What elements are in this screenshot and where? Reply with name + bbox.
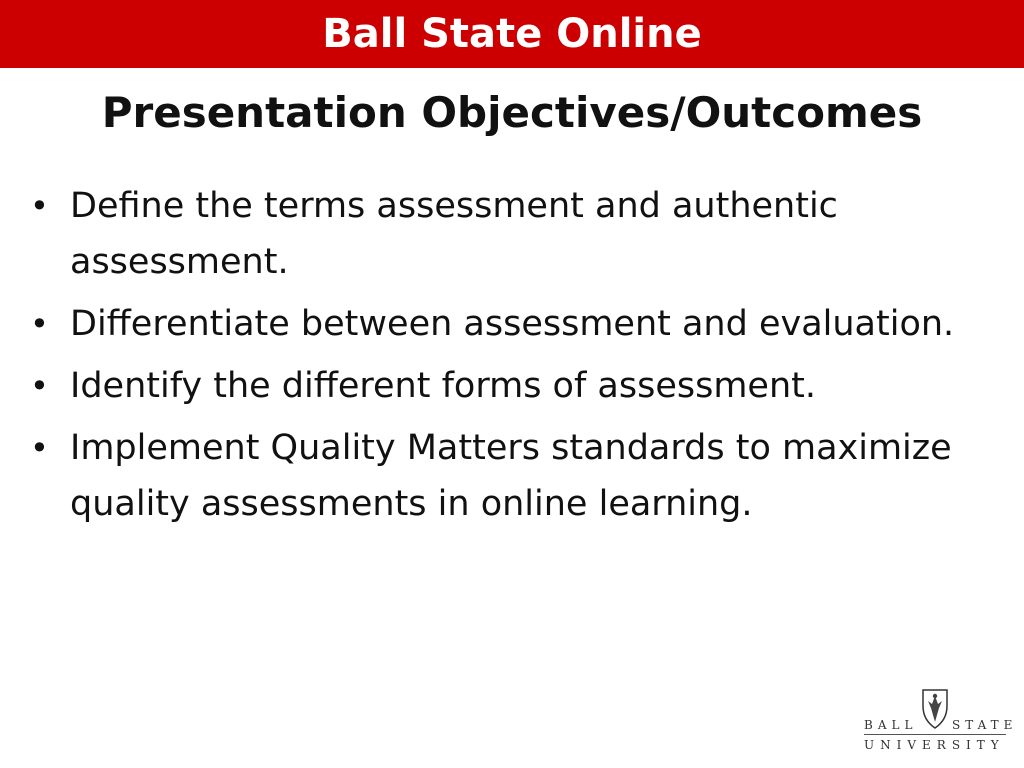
ball-state-university-logo (860, 688, 1018, 758)
slide-title: Presentation Objectives/Outcomes (101, 88, 923, 137)
bullet-item (28, 420, 1008, 532)
logo-text-university: UNIVERSITY (864, 738, 1005, 752)
bullet-dot-icon: • (30, 305, 49, 343)
bullet-item (28, 178, 1008, 290)
header-banner (0, 0, 1024, 68)
beneficence-seal-icon (920, 688, 950, 730)
bullet-dot-icon: • (30, 429, 49, 467)
bullet-text: Define the terms assessment and authentic assessment. (70, 186, 838, 282)
bullet-dot-icon: • (30, 367, 49, 405)
logo-text-state: STATE (952, 718, 1018, 732)
logo-divider (864, 734, 1006, 735)
bullet-list (28, 178, 1008, 538)
logo-text-ball: BALL (864, 718, 918, 732)
bullet-dot-icon: • (30, 187, 49, 225)
bullet-item (28, 296, 1008, 352)
bullet-text: Implement Quality Matters standards to maximize quality assessments in online learning. (70, 428, 952, 524)
banner-title: Ball State Online (322, 11, 702, 57)
bullet-text: Identify the different forms of assessment. (70, 366, 816, 406)
bullet-text: Differentiate between assessment and evaluation. (70, 304, 955, 344)
bullet-item (28, 358, 1008, 414)
